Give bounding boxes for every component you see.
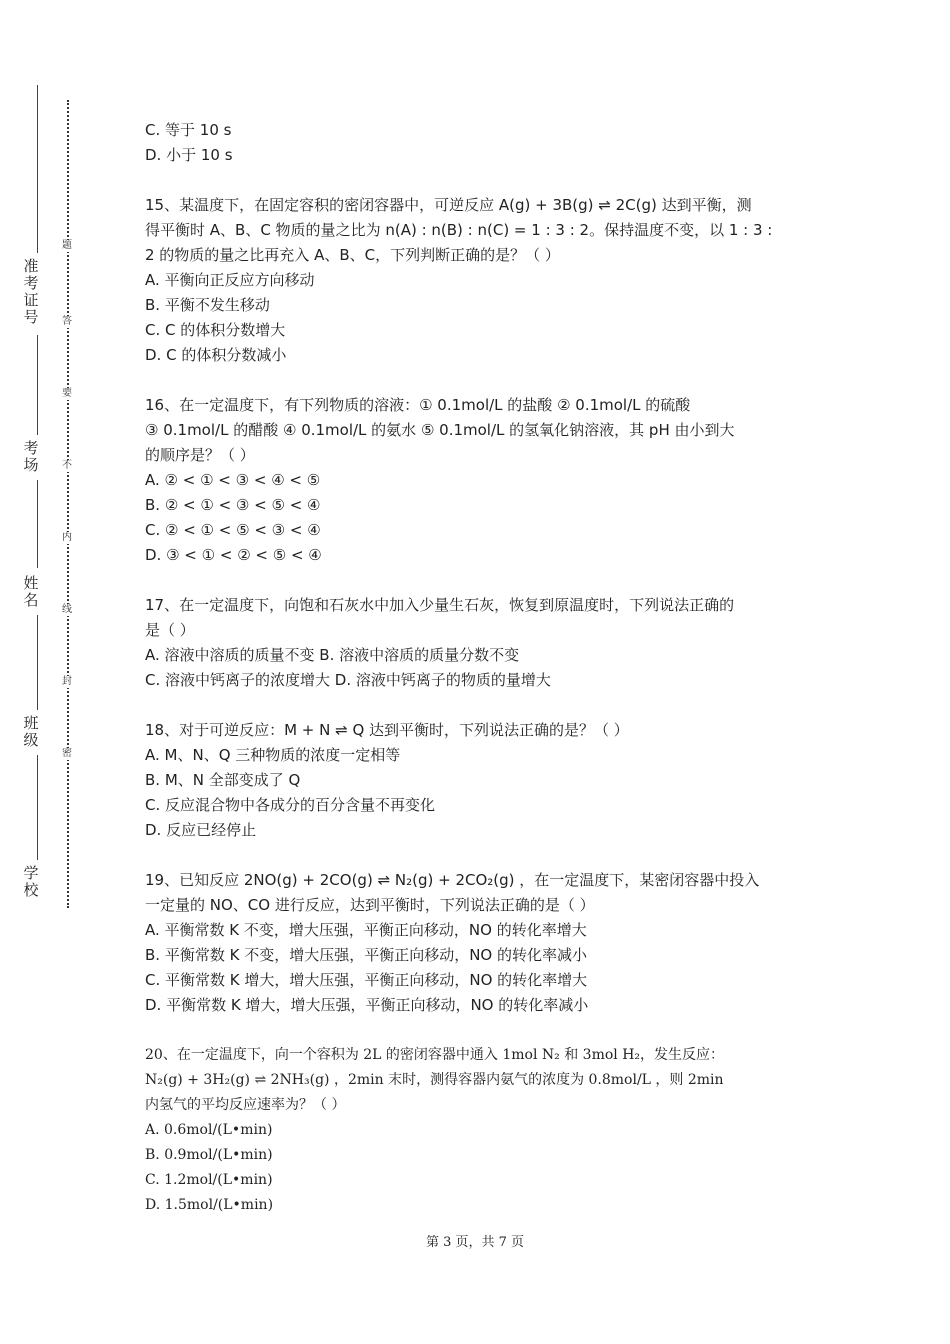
option-a: A. 平衡常数 K 不变，增大压强，平衡正向移动，NO 的转化率增大 [145,921,587,939]
option-c: C. 反应混合物中各成分的百分含量不再变化 [145,796,436,814]
option-a: A. ② < ① < ③ < ④ < ⑤ [145,471,321,489]
seal-char: 密 [62,748,72,759]
seal-char: 线 [62,604,72,615]
question-18 [145,718,813,843]
question-stem: 得平衡时 A、B、C 物质的量之比为 n(A) : n(B) : n(C) = 1 : 3 : 2。保持温度不变，以 1 : 3 : [145,221,773,239]
seal-dotted-line [67,100,69,908]
field-line [37,615,38,710]
option-b: B. 0.9mol/(L•min) [145,1147,273,1163]
option-d: D. 平衡常数 K 增大，增大压强，平衡正向移动，NO 的转化率减小 [145,996,589,1014]
option-a: A. 平衡向正反应方向移动 [145,271,315,289]
option-a-b: A. 溶液中溶质的质量不变 B. 溶液中溶质的质量分数不变 [145,646,520,664]
question-stem: 15、某温度下，在固定容积的密闭容器中，可逆反应 A(g) + 3B(g) ⇌ 2C(g) 达到平衡，测 [145,196,752,214]
page-footer: 第 3 页，共 7 页 [425,1235,525,1250]
option-b: B. M、N 全部变成了 Q [145,771,301,789]
question-stem: N₂(g) + 3H₂(g) ⇌ 2NH₃(g) ，2min 末时，测得容器内氨气的浓度为 0.8mol/L ，则 2min [145,1072,724,1088]
question-stem: 16、在一定温度下，有下列物质的溶液：① 0.1mol/L 的盐酸 ② 0.1mol/L 的硫酸 [145,396,691,414]
seal-char: 答 [62,316,72,327]
field-exam-number-label: 准考证号 [23,257,39,326]
option-a: A. M、N、Q 三种物质的浓度一定相等 [145,746,401,764]
field-exam-room-label: 考场 [23,439,39,474]
question-16 [145,393,813,568]
option-b: B. 平衡常数 K 不变，增大压强，平衡正向移动，NO 的转化率减小 [145,946,587,964]
question-stem: 内氢气的平均反应速率为？（ ） [145,1097,346,1113]
question-stem: 17、在一定温度下，向饱和石灰水中加入少量生石灰，恢复到原温度时，下列说法正确的 [145,596,735,614]
option-c: C. 平衡常数 K 增大，增大压强，平衡正向移动，NO 的转化率增大 [145,971,588,989]
field-name-label: 姓名 [23,574,39,609]
question-stem: 是（ ） [145,621,195,639]
field-school-label: 学校 [23,864,39,899]
question-14-tail [145,118,813,168]
question-stem: ③ 0.1mol/L 的醋酸 ④ 0.1mol/L 的氨水 ⑤ 0.1mol/L 的氢氧化钠溶液，其 pH 由小到大 [145,421,735,439]
option-c: C. C 的体积分数增大 [145,321,286,339]
question-19 [145,868,813,1018]
seal-char: 内 [62,532,72,543]
option-c: C. 等于 10 s [145,121,232,139]
option-a: A. 0.6mol/(L•min) [145,1122,273,1138]
binding-margin [0,0,100,1344]
seal-char: 题 [62,240,72,251]
seal-char: 不 [62,460,72,471]
option-c: C. ② < ① < ⑤ < ③ < ④ [145,521,321,539]
option-c: C. 1.2mol/(L•min) [145,1172,273,1188]
option-b: B. 平衡不发生移动 [145,296,270,314]
option-d: D. ③ < ① < ② < ⑤ < ④ [145,546,322,564]
field-class-label: 班级 [23,714,39,749]
question-stem: 18、对于可逆反应：M + N ⇌ Q 达到平衡时，下列说法正确的是？（ ） [145,721,629,739]
option-d: D. 反应已经停止 [145,821,257,839]
question-stem: 的顺序是？（ ） [145,446,255,464]
question-stem: 19、已知反应 2NO(g) + 2CO(g) ⇌ N₂(g) + 2CO₂(g) ，在一定温度下，某密闭容器中投入 [145,871,760,889]
seal-char: 要 [62,388,72,399]
field-line [37,480,38,568]
option-d: D. 小于 10 s [145,146,233,164]
question-17 [145,593,813,693]
seal-char: 封 [62,676,72,687]
option-c-d: C. 溶液中钙离子的浓度增大 D. 溶液中钙离子的物质的量增大 [145,671,551,689]
field-line [37,755,38,860]
option-d: D. C 的体积分数减小 [145,346,287,364]
question-content [145,118,813,1218]
field-line [37,335,38,435]
option-b: B. ② < ① < ③ < ⑤ < ④ [145,496,321,514]
question-20 [145,1043,813,1218]
question-stem: 2 的物质的量之比再充入 A、B、C，下列判断正确的是？（ ） [145,246,560,264]
question-stem: 20、在一定温度下，向一个容积为 2L 的密闭容器中通入 1mol N₂ 和 3mol H₂，发生反应： [145,1047,725,1063]
option-d: D. 1.5mol/(L•min) [145,1197,274,1213]
question-15 [145,193,813,368]
question-stem: 一定量的 NO、CO 进行反应，达到平衡时，下列说法正确的是（ ） [145,896,595,914]
field-line [37,85,38,253]
